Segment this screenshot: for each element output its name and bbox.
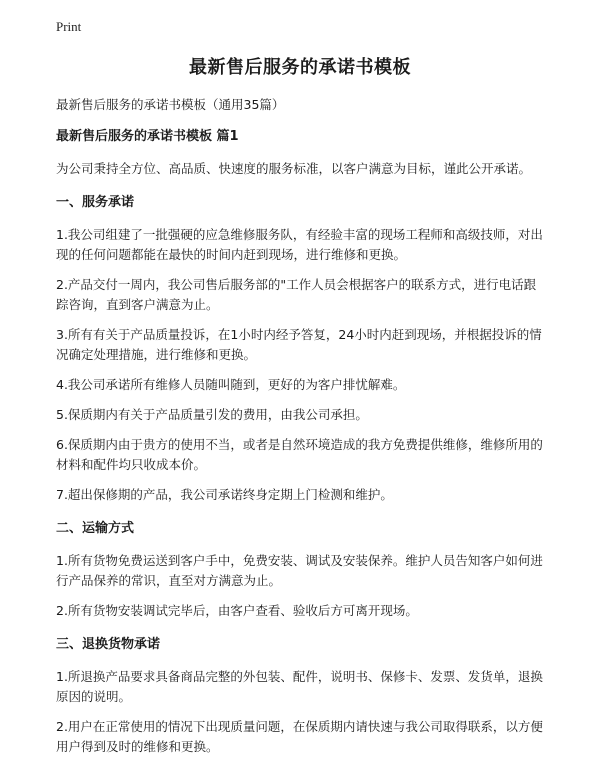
returns-item-1: 1.所退换产品要求具备商品完整的外包装、配件，说明书、保修卡、发票、发货单，退换原因的说明。 <box>56 669 543 704</box>
service-item-7: 7.超出保修期的产品，我公司承诺终身定期上门检测和维护。 <box>56 487 393 502</box>
section-heading-service: 一、服务承诺 <box>56 195 135 210</box>
shipping-item-2: 2.所有货物安装调试完毕后，由客户查看、验收后方可离开现场。 <box>56 603 418 618</box>
section-heading-returns: 三、退换货物承诺 <box>56 637 161 652</box>
service-item-6: 6.保质期内由于贵方的使用不当，或者是自然环境造成的我方免费提供维修，维修所用的材料和配件均只收成本价。 <box>56 437 543 472</box>
service-item-1: 1.我公司组建了一批强硬的应急维修服务队，有经验丰富的现场工程师和高级技师，对出现的任何问题都能在最快的时间内赶到现场，进行维修和更换。 <box>56 227 543 262</box>
intro-paragraph: 为公司秉持全方位、高品质、快速度的服务标准，以客户满意为目标，谨此公开承诺。 <box>56 161 532 176</box>
subtitle: 最新售后服务的承诺书模板（通用35篇） <box>56 97 285 112</box>
shipping-item-1: 1.所有货物免费运送到客户手中，免费安装、调试及安装保养。维护人员告知客户如何进行产品保养的常识，直至对方满意为止。 <box>56 553 543 588</box>
service-item-4: 4.我公司承诺所有维修人员随叫随到，更好的为客户排忧解难。 <box>56 377 406 392</box>
document-body <box>56 95 546 767</box>
article-heading: 最新售后服务的承诺书模板 篇1 <box>56 129 239 144</box>
service-item-2: 2.产品交付一周内，我公司售后服务部的"工作人员会根据客户的联系方式，进行电话跟踪咨询，直到客户满意为止。 <box>56 277 537 312</box>
service-item-3: 3.所有有关于产品质量投诉，在1小时内经予答复，24小时内赶到现场，并根据投诉的情况确定处理措施，进行维修和更换。 <box>56 327 542 362</box>
service-item-5: 5.保质期内有关于产品质量引发的费用，由我公司承担。 <box>56 407 368 422</box>
section-heading-shipping: 二、运输方式 <box>56 521 135 536</box>
returns-item-2: 2.用户在正常使用的情况下出现质量问题，在保质期内请快速与我公司取得联系，以方便用户得到及时的维修和更换。 <box>56 719 543 754</box>
print-link[interactable]: Print <box>56 19 82 34</box>
page-title: 最新售后服务的承诺书模板 <box>189 57 411 78</box>
